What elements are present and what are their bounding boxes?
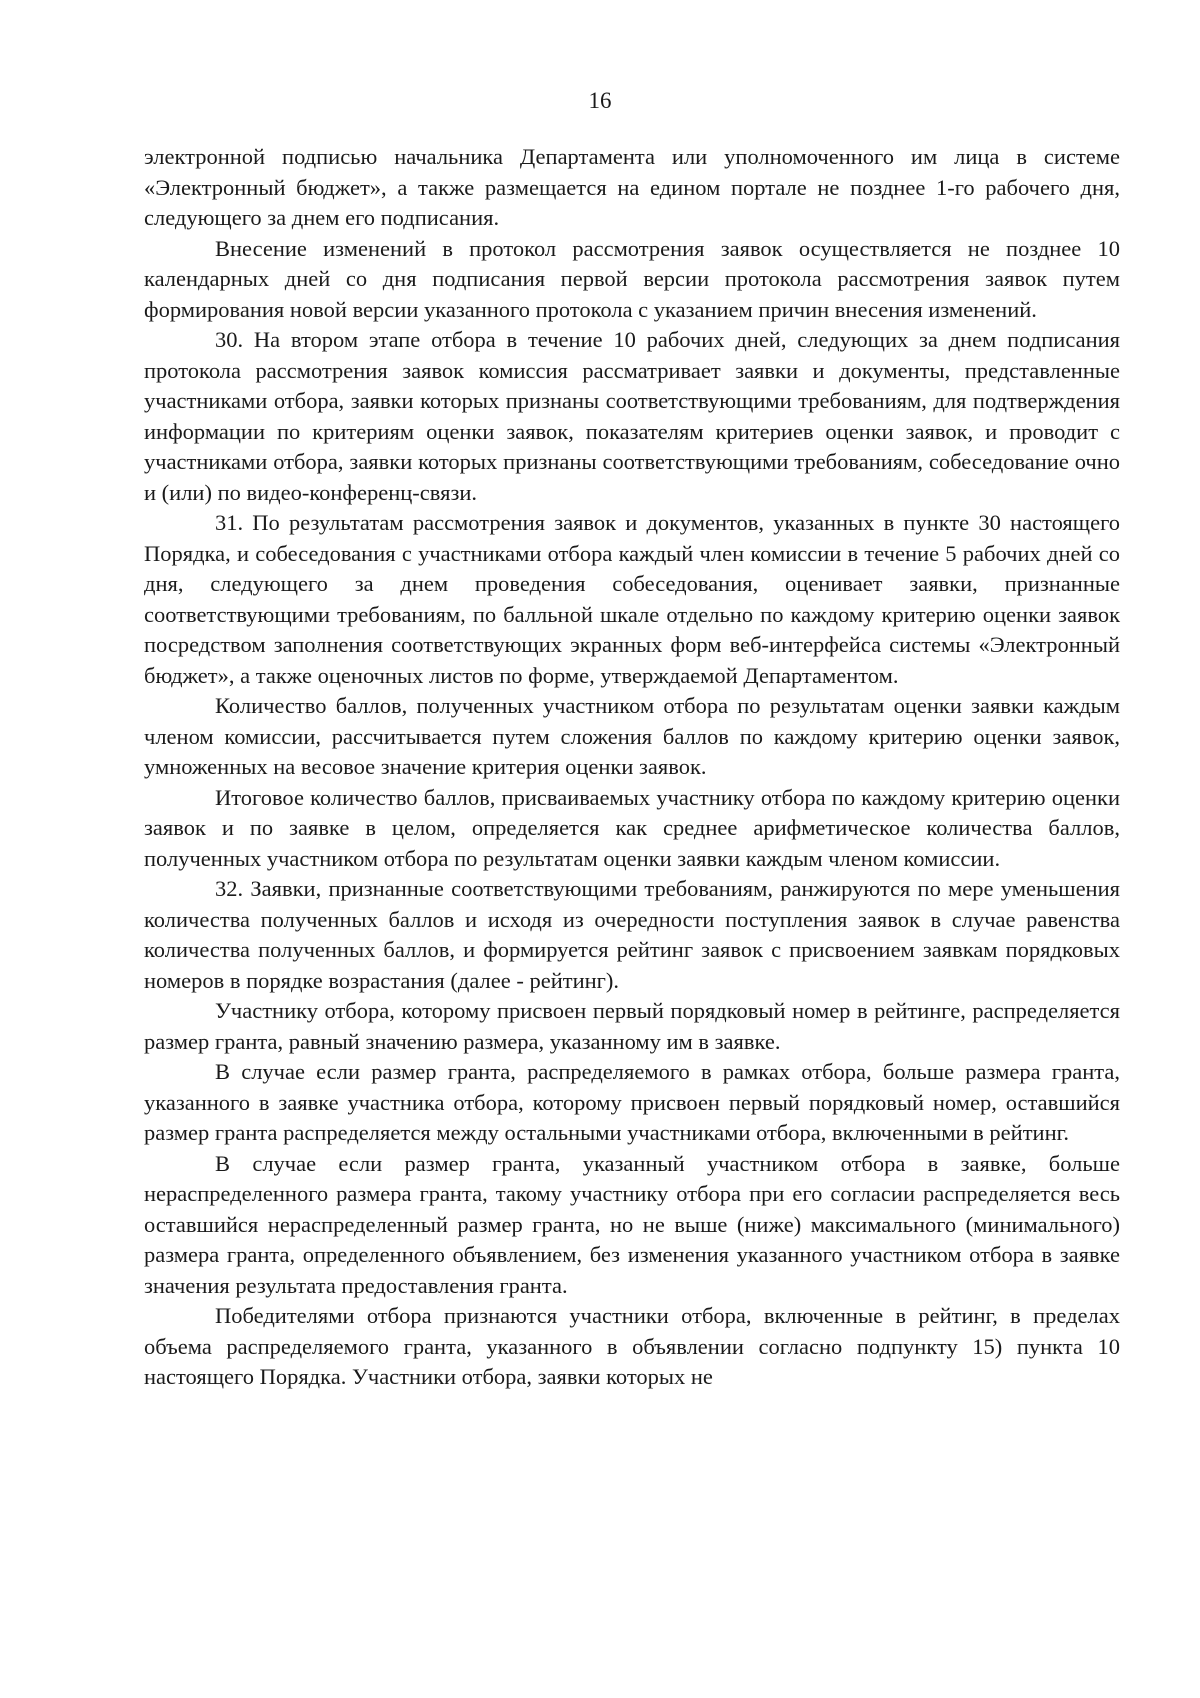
- paragraph-item-32: 32. Заявки, признанные соответствующими требованиям, ранжируются по мере уменьшения количества полученных баллов и исходя из очередности поступления заявок в случае равенства количества полученных баллов, и формируется рейтинг заявок с присвоением заявкам порядковых номеров в порядке возрастания (далее - рейтинг).: [144, 876, 1120, 993]
- paragraph-item-31: 31. По результатам рассмотрения заявок и документов, указанных в пункте 30 настоящего Порядка, и собеседования с участниками отбора каждый член комиссии в течение 5 рабочих дней со дня, следующего за днем проведения собеседования, оценивает заявки, признанные соответствующими требованиям, по балльной шкале отдельно по каждому критерию оценки заявок посредством заполнения соответствующих экранных форм веб-интерфейса системы «Электронный бюджет», а также оценочных листов по форме, утверждаемой Департаментом.: [144, 510, 1120, 688]
- paragraph-continuation: электронной подписью начальника Департамента или уполномоченного им лица в системе «Электронный бюджет», а также размещается на едином портале не позднее 1-го рабочего дня, следующего за днем его подписания.: [144, 144, 1120, 230]
- paragraph-item-30: 30. На втором этапе отбора в течение 10 рабочих дней, следующих за днем подписания протокола рассмотрения заявок комиссия рассматривает заявки и документы, представленные участниками отбора, заявки которых признаны соответствующими требованиям, для подтверждения информации по критериям оценки заявок, показателям критериев оценки заявок, и проводит с участниками отбора, заявки которых признаны соответствующими требованиям, собеседование очно и (или) по видео-конференц-связи.: [144, 327, 1120, 505]
- page-number: 16: [588, 88, 612, 113]
- paragraph-protocol-changes: Внесение изменений в протокол рассмотрения заявок осуществляется не позднее 10 календарных дней со дня подписания первой версии протокола рассмотрения заявок путем формирования новой версии указанного протокола с указанием причин внесения изменений.: [144, 235, 1120, 322]
- paragraph-first-rank: Участнику отбора, которому присвоен первый порядковый номер в рейтинге, распределяется размер гранта, равный значению размера, указанному им в заявке.: [144, 998, 1120, 1054]
- paragraph-total-points: Итоговое количество баллов, присваиваемых участнику отбора по каждому критерию оценки заявок и по заявке в целом, определяется как среднее арифметическое количества баллов, полученных участником отбора по результатам оценки заявки каждым членом комиссии.: [144, 784, 1120, 871]
- paragraph-points-calculation: Количество баллов, полученных участником отбора по результатам оценки заявки каждым членом комиссии, рассчитывается путем сложения баллов по каждому критерию оценки заявок, умноженных на весовое значение критерия оценки заявок.: [144, 693, 1120, 779]
- paragraph-undistributed-grant: В случае если размер гранта, указанный участником отбора в заявке, больше нераспределенного размера гранта, такому участнику отбора при его согласии распределяется весь оставшийся нераспределенный размер гранта, но не выше (ниже) максимального (минимального) размера гранта, определенного объявлением, без изменения указанного участником отбора в заявке значения результата предоставления гранта.: [144, 1150, 1120, 1298]
- paragraph-remaining-grant: В случае если размер гранта, распределяемого в рамках отбора, больше размера гранта, указанного в заявке участника отбора, которому присвоен первый порядковый номер, оставшийся размер гранта распределяется между остальными участниками отбора, включенными в рейтинг.: [144, 1059, 1120, 1145]
- paragraph-winners: Победителями отбора признаются участники отбора, включенные в рейтинг, в пределах объема распределяемого гранта, указанного в объявлении согласно подпункту 15) пункта 10 настоящего Порядка. Участники отбора, заявки которых не: [144, 1303, 1120, 1389]
- document-body: [144, 142, 1120, 1393]
